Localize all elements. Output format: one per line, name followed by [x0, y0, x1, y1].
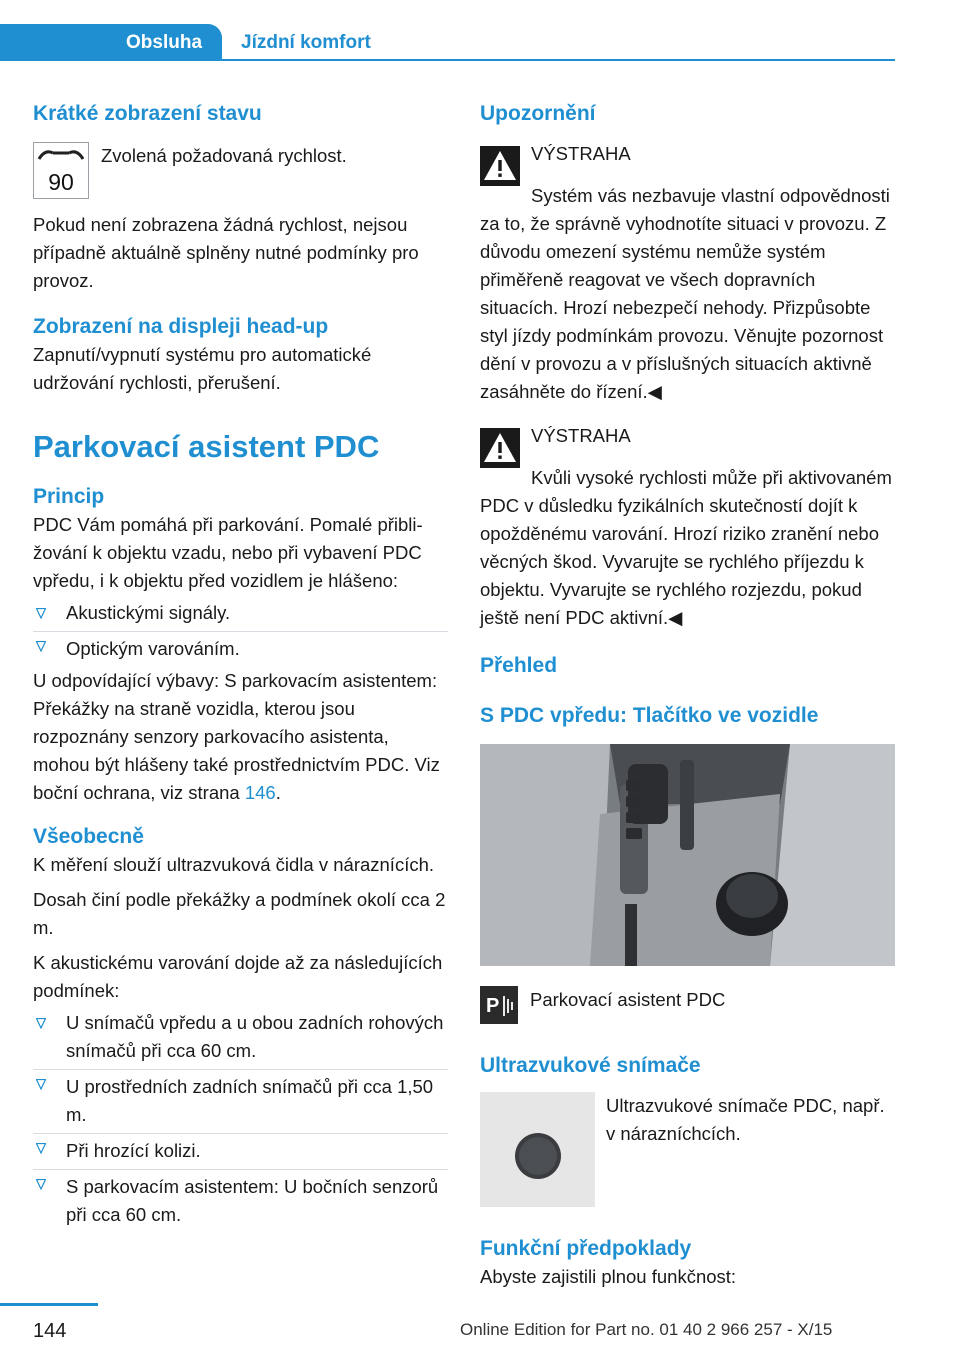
page-number: 144	[33, 1320, 67, 1342]
warning-text: Kvůli vysoké rychlosti může při aktivovaném PDC v důsledku fyzikálních skutečností dojít k opožděnému varování. Hrozí riziko zranění nebo věcných škod. Vyvarujte se rychlého příjezdu k objektu. Vyvarujte se rychlého rozjezdu, pokud ještě není PDC aktivní.◀	[480, 467, 892, 628]
heading-hud: Zobrazení na displeji head-up	[33, 315, 329, 338]
sensor-row	[480, 1092, 895, 1207]
left-column	[33, 100, 448, 1233]
page-link-146[interactable]: 146	[244, 782, 276, 803]
speed-status-row	[33, 142, 448, 199]
heading-sensors: Ultrazvukové snímače	[480, 1054, 701, 1077]
triangle-bullet-icon	[36, 1143, 46, 1154]
warning-triangle-icon	[480, 146, 520, 186]
triangle-bullet-icon	[36, 1079, 46, 1090]
paragraph-princip: PDC Vám pomáhá při parkování. Pomalé přibližování k objektu vzadu, nebo při vybavení PDC vpředu, i k objektu před vozidlem je hlášeno:	[33, 514, 423, 591]
list-item: Při hrozící kolizi.	[33, 1133, 448, 1165]
triangle-bullet-icon	[36, 1018, 46, 1029]
heading-pdc: Parkovací asistent PDC	[33, 429, 380, 464]
list-item: U snímačů vpředu a u obou zadních rohových snímačů při cca 60 cm.	[33, 1009, 448, 1065]
heading-princip: Princip	[33, 485, 105, 508]
footer-divider	[0, 1303, 98, 1306]
ultrasonic-sensor-photo	[480, 1092, 595, 1207]
svg-text:90: 90	[48, 169, 74, 195]
speedometer-90-icon	[33, 142, 89, 199]
list-item: Optickým varováním.	[33, 631, 448, 663]
heading-overview: Přehled	[480, 654, 558, 677]
right-column	[480, 100, 895, 1291]
paragraph-general-2: Dosah činí podle překážky a podmínek okolí cca 2 m.	[33, 889, 446, 938]
tab-jizdni-komfort[interactable]: Jízdní komfort	[241, 32, 371, 53]
paragraph-hud: Zapnutí/vypnutí systému pro automatické udržování rychlosti, přerušení.	[33, 344, 372, 393]
triangle-bullet-icon	[36, 641, 46, 652]
pdc-button-row	[480, 986, 895, 1024]
svg-text:P: P	[486, 995, 500, 1017]
chapter-header	[0, 0, 895, 62]
sensors-caption: Ultrazvukové snímače PDC, např. v nárazníchcích.	[606, 1095, 885, 1144]
warning-title: VÝSTRAHA	[531, 425, 631, 446]
parking-assist-icon	[480, 986, 518, 1024]
header-divider	[0, 59, 895, 61]
warning-block-2	[480, 422, 895, 632]
list-item: U prostředních zadních snímačů při cca 1,50 m.	[33, 1069, 448, 1129]
warning-title: VÝSTRAHA	[531, 143, 631, 164]
warning-text: Systém vás nezbavuje vlastní odpovědnosti za to, že správně vyhodnotíte situaci v provozu. Z důvodu omezení systému nemůže systém přiměřeně reagovat ve všech dopravních situacích. Hrozí nebezpečí nehody. Přizpůsobte styl jízdy podmínkám provozu. Věnujte pozornost dění v provozu a v příslušných situacích aktivně zasáhněte do řízení.◀	[480, 185, 890, 402]
list-item: S parkovacím asistentem: U bočních senzorů při cca 60 cm.	[33, 1169, 448, 1229]
warning-block-1	[480, 140, 895, 406]
pdc-button-photo	[480, 744, 895, 966]
paragraph-general-3: K akustickému varování dojde až za následujících podmínek:	[33, 952, 443, 1001]
paragraph-assistant: U odpovídající výbavy: S parkovacím asistentem: Překážky na straně vozidla, kterou jsou rozpoznány senzory parkovacího asistenta, mohou být hlášeny také prostřednictvím PDC. Viz boční ochrana, viz strana 146.	[33, 670, 440, 803]
condition-list	[33, 1009, 448, 1229]
signal-list	[33, 599, 448, 663]
heading-button: S PDC vpředu: Tlačítko ve vozidle	[480, 704, 819, 727]
online-edition-note: Online Edition for Part no. 01 40 2 966 257 - X/15	[460, 1320, 833, 1339]
heading-warning: Upozornění	[480, 102, 596, 125]
triangle-bullet-icon	[36, 1179, 46, 1190]
tab-obsluha[interactable]: Obsluha	[0, 24, 222, 61]
triangle-bullet-icon	[36, 608, 46, 619]
heading-status: Krátké zobrazení stavu	[33, 102, 262, 125]
paragraph-general-1: K měření slouží ultrazvuková čidla v náraznících.	[33, 854, 435, 875]
paragraph-function: Abyste zajistili plnou funkčnost:	[480, 1266, 737, 1287]
heading-general: Všeobecně	[33, 825, 144, 848]
speed-caption: Zvolená požadovaná rychlost.	[101, 145, 347, 166]
list-item: Akustickými signály.	[33, 599, 448, 627]
heading-function: Funkční předpoklady	[480, 1237, 692, 1260]
paragraph-no-speed: Pokud není zobrazena žádná rychlost, nejsou případně aktuálně splněny nutné podmínky pro provoz.	[33, 214, 419, 291]
pdc-caption: Parkovací asistent PDC	[530, 989, 726, 1010]
warning-triangle-icon	[480, 428, 520, 468]
